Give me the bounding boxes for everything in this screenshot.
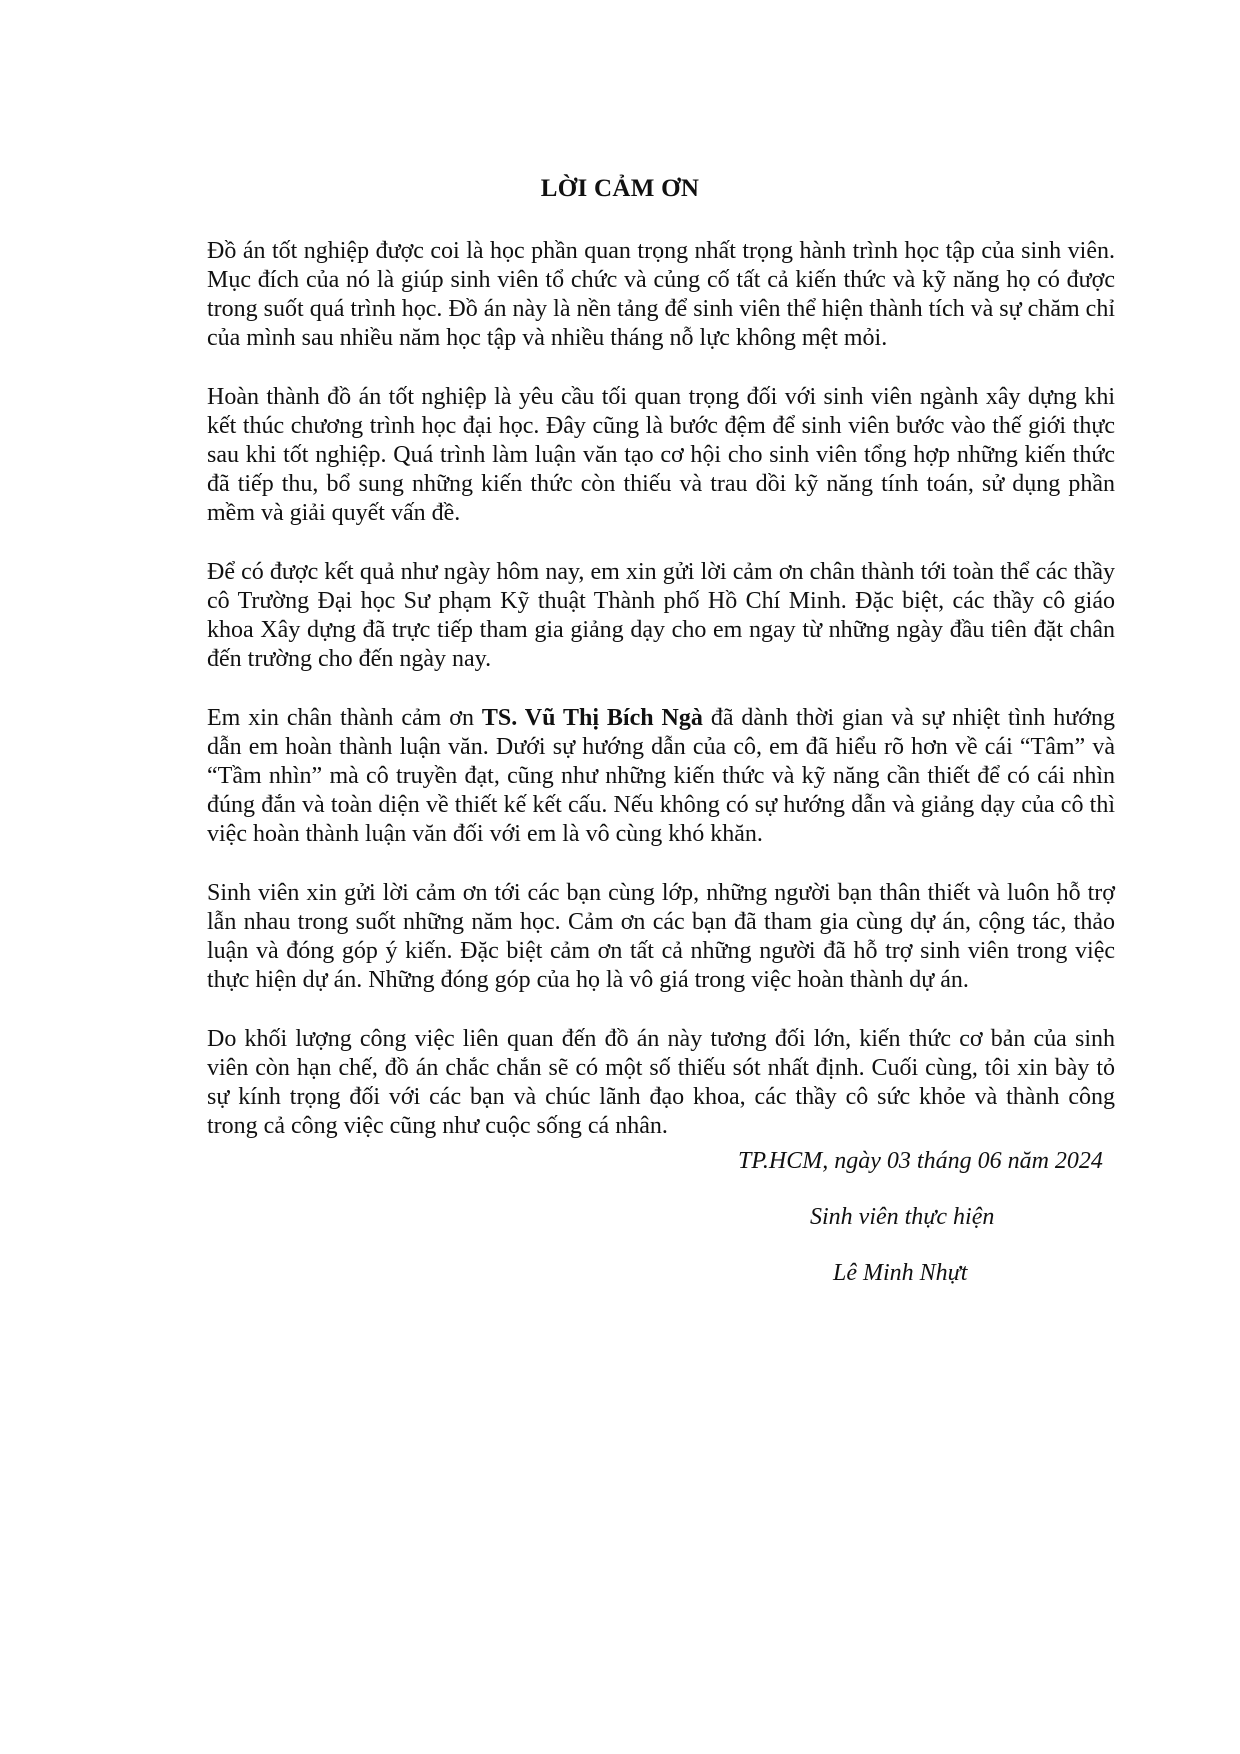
paragraph-3: Để có được kết quả như ngày hôm nay, em xin gửi lời cảm ơn chân thành tới toàn thể các thầy cô Trường Đại học Sư phạm Kỹ thuật Thành phố Hồ Chí Minh. Đặc biệt, các thầy cô giáo khoa Xây dựng đã trực tiếp tham gia giảng dạy cho em ngay từ những ngày đầu tiên đặt chân đến trường cho đến ngày nay. — [207, 559, 1115, 672]
paragraph-1: Đồ án tốt nghiệp được coi là học phần quan trọng nhất trọng hành trình học tập của sinh viên. Mục đích của nó là giúp sinh viên tổ chức và củng cố tất cả kiến thức và kỹ năng họ có được trong suốt quá trình học. Đồ án này là nền tảng để sinh viên thể hiện thành tích và sự chăm chỉ của mình sau nhiều năm học tập và nhiều tháng nỗ lực không mệt mỏi. — [207, 238, 1115, 351]
paragraph-6: Do khối lượng công việc liên quan đến đồ án này tương đối lớn, kiến thức cơ bản của sinh viên còn hạn chế, đồ án chắc chắn sẽ có một số thiếu sót nhất định. Cuối cùng, tôi xin bày tỏ sự kính trọng đối với các bạn và chúc lãnh đạo khoa, các thầy cô sức khỏe và thành công trong cả công việc cũng như cuộc sống cá nhân. — [207, 1026, 1115, 1139]
paragraph-2: Hoàn thành đồ án tốt nghiệp là yêu cầu tối quan trọng đối với sinh viên ngành xây dựng khi kết thúc chương trình học đại học. Đây cũng là bước đệm để sinh viên bước vào thế giới thực sau khi tốt nghiệp. Quá trình làm luận văn tạo cơ hội cho sinh viên tổng hợp những kiến thức đã tiếp thu, bổ sung những kiến thức còn thiếu và trau dồi kỹ năng tính toán, sử dụng phần mềm và giải quyết vấn đề. — [207, 384, 1115, 526]
paragraph-5: Sinh viên xin gửi lời cảm ơn tới các bạn cùng lớp, những người bạn thân thiết và luôn hỗ trợ lẫn nhau trong suốt những năm học. Cảm ơn các bạn đã tham gia cùng dự án, cộng tác, thảo luận và đóng góp ý kiến. Đặc biệt cảm ơn tất cả những người đã hỗ trợ sinh viên trong việc thực hiện dự án. Những đóng góp của họ là vô giá trong việc hoàn thành dự án. — [207, 880, 1115, 993]
page-title: LỜI CẢM ƠN — [540, 175, 700, 202]
acknowledgement-body — [207, 237, 1115, 1171]
paragraph-4-rest: đã dành thời gian và sự nhiệt tình hướng dẫn em hoàn thành luận văn. Dưới sự hướng dẫn của cô, em đã hiểu rõ hơn về cái “Tâm” và “Tầm nhìn” mà cô truyền đạt, cũng như những kiến thức và kỹ năng cần thiết để có cái nhìn đúng đắn và toàn diện về thiết kế kết cấu. Nếu không có sự hướng dẫn và giảng dạy của cô thì việc hoàn thành luận văn đối với em là vô cùng khó khăn. — [207, 705, 1115, 847]
paragraph-4-intro: Em xin chân thành cảm ơn — [207, 705, 482, 731]
signature-role: Sinh viên thực hiện — [810, 1204, 995, 1230]
paragraph-4 — [207, 704, 1115, 849]
signature-name: Lê Minh Nhựt — [833, 1260, 968, 1286]
signature-date: TP.HCM, ngày 03 tháng 06 năm 2024 — [738, 1148, 1103, 1174]
advisor-name: TS. Vũ Thị Bích Ngà — [481, 705, 703, 731]
